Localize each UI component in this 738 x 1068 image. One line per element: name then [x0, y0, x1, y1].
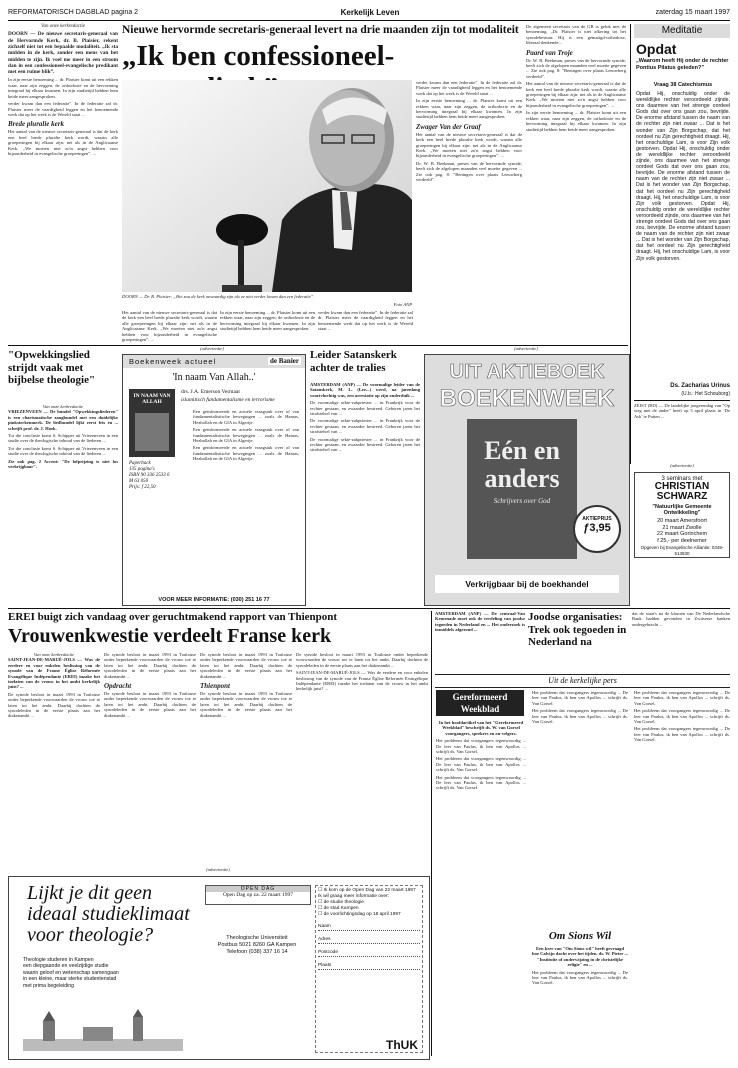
- meditatie-sign-note: (U.b.: Het Schouborg): [681, 391, 730, 397]
- meditatie-question: Vraag 38 Catechismus: [653, 82, 713, 88]
- book-ad-strip-label: Boekenweek actueel: [129, 357, 217, 366]
- opwekking-body: [8, 404, 118, 604]
- vrouwen-col1: [8, 652, 100, 864]
- photo-image: [122, 80, 412, 292]
- zeist-article: ZEIST (RD) — De landelijke jongerendag van "Op weg met de ander" heeft op 5 april plaats in ‘De Ark’ te Putten ...: [634, 403, 730, 419]
- kp-col3-text: Het probleem dat voorgangers tegenwoordig ... De leer van Paulus, ik ben van Apollos ... schrijft ds. Van Gorsel.: [634, 690, 730, 706]
- study-info: [205, 935, 309, 956]
- vrouwen-byline: Van onze kerkredactie: [33, 652, 75, 657]
- opwekking-headline: "Opwekkingslied strijdt vaak met bijbelse theologie": [8, 349, 96, 386]
- vrouwen-ad-label: (advertentie): [206, 867, 230, 872]
- vrouwen-text: De synode besloot in maart 1993 in Toulouse onder beperkende voorwaarden de vrouw toe te laten tot het ambt. Daarbij dachten de synodeleden in de eerste plaats aan het diakenambt ...: [8, 691, 100, 719]
- book-ad: [122, 354, 306, 606]
- book-isbn: ISBN 90 336 2533 6: [129, 473, 170, 478]
- ark-ad-label: (advertentie): [514, 346, 538, 351]
- form-postal-label: Postcode: [318, 950, 339, 955]
- ark-book-title: Eén en anders: [484, 436, 560, 493]
- form-line-4: de stad Kampen: [323, 906, 359, 911]
- subhead-brede: Brede pluralie kerk: [8, 120, 64, 129]
- satanskerk-body: [310, 382, 420, 604]
- main-article-col3: [220, 310, 315, 340]
- joodse-headline: Joodse organisaties: Trek ook tegoeden in Nederland na: [528, 611, 627, 648]
- book-pages: 135 pagina's: [129, 467, 155, 472]
- main-article-col1: [8, 24, 118, 292]
- main-article-col2: [122, 310, 217, 343]
- satanskerk-text-3: De voormalige sekte-zakpriester ... in Frankrijk voor de rechter gestaan, en zwaarder bestreed. Geboren jaren het strafstelsel van ...: [310, 436, 420, 453]
- vrouwen-col4: [296, 652, 428, 864]
- book-ad-brand: de Banier: [270, 357, 299, 365]
- gw-body-3: Het probleem dat voorgangers tegenwoordig ... De leer van Paulus, ik ben van Apollos ... schrijft ds. Van Gorsel.: [436, 774, 526, 791]
- col4-text: verder kwam dan een federatie”. In de federatie zal dr. Plaisier meer de vaardigheid leggen en het benoemende werk dat op het werk is de Wereld staat ...: [318, 310, 413, 332]
- meditatie-title: Opdat: [636, 41, 677, 57]
- study-bullet-5: met prima begeleiding: [23, 982, 75, 989]
- book-cover: [129, 389, 175, 457]
- ark-bottom: Verkrijgbaar bij de boekhandel: [435, 575, 619, 593]
- seminar-price: f 25,- per deelnemer: [657, 537, 707, 544]
- main-headline: „Ik ben confessioneel-: [122, 40, 395, 72]
- vrouwen-sub-opdracht: Opdracht: [104, 682, 132, 691]
- vrouwen-col2-text-b: De synode besloot in maart 1993 in Toulouse onder beperkende voorwaarden de vrouw toe te laten tot het ambt. Daarbij dachten de synodeleden in de eerste plaats aan het diakenambt ...: [104, 691, 196, 718]
- vrouwen-sub-thienpont: Thienpont: [200, 682, 230, 691]
- form-city-field[interactable]: [318, 963, 420, 970]
- book-ad-title: 'In naam Van Allah..': [172, 372, 256, 383]
- joodse-body: dat de staat's na de klaroen van De Nederlandsche Bank hadden gevonden in Zwitserse banken ondergebracht ...: [632, 611, 730, 627]
- col-divider-right: [431, 611, 432, 1056]
- form-dag-checkbox[interactable]: ☐ de voorlichtingsdag op 18 april 1997: [318, 912, 401, 917]
- ark-banner-2: BOEKENWEEK: [439, 385, 615, 412]
- meditatie-sign: Ds. Zacharias Urinus: [670, 383, 730, 389]
- gw-logo: [436, 690, 524, 716]
- kerkpers-col3: [634, 690, 730, 1056]
- form-more-info: Ik wil graag meer informatie over:: [318, 894, 389, 899]
- seminar-name: CHRISTIAN SCHWARZ: [654, 481, 710, 502]
- vrouwen-headline: Vrouwenkwestie verdeelt Franse kerk: [8, 625, 332, 647]
- book-code: M 63 050: [129, 479, 149, 484]
- col5-text-d: Dr. W. B. Beekman, preses van de hervormde synode, beeft zich de afgelopen maanden veel moeite gegeven ... Zie ook pag. 8: "Beningen over plaats Leeuwberg verdeeld".: [416, 160, 522, 183]
- osw-title: Om Sions Wil: [548, 930, 612, 942]
- book-body-text: Een geïnformeerde en actuele vraagstuk over of van fundamentalistische bewegingen ... zoals de Hamas, Hezbollah en de GIA in Algerije.: [193, 409, 299, 425]
- col6-text-b: Dr. W. B. Beekman, preses van de hervormde synode, beeft zich de afgelopen maanden veel moeite gegeven ... Zie ook pag. 8: "Beningen over plaats Leeuwberg verdeeld".: [526, 57, 626, 79]
- page-header-left: REFORMATORISCH DAGBLAD pagina 2: [8, 9, 139, 16]
- gw-body-2: Het probleem dat voorgangers tegenwoordig ... De leer van Paulus, ik ben van Apollos ... schrijft ds. Van Gorsel.: [436, 756, 526, 773]
- form-line-3: de studie theologie: [323, 900, 364, 905]
- kerkpers-title-bar: [435, 674, 730, 688]
- form-name-label: Naam: [318, 924, 331, 929]
- col6-text: De algemeen secretaris van de GB is geluk met de benoeming. „Dr. Plaisier is niet afkering tot het synodebestuur. Hij is een gematigd-orthodoxe, liberaal denkende...: [526, 24, 626, 46]
- study-bullet-2: een diepgaande en veelzijdige studie: [23, 963, 109, 970]
- satanskerk-text-2: De voormalige sekte-zakpriester ... in Frankrijk voor de rechter gestaan, en zwaarder bestreed. Geboren jaren het strafstelsel van ...: [310, 418, 420, 435]
- book-body-text-3: Een geïnformeerde en actuele vraagstuk over of van fundamentalistische bewegingen ... zoals de Hamas, Hezbollah en de GIA in Algerije.: [193, 445, 299, 462]
- body1: In zijn eerste benoeming ... dr. Plaisier komt uit een rekken waar, naar zijn zeggen, de orthodoxie en de hervorming integraal bij elkaar kwamen. In zijn studietijd hebben hem beide meer aangesproken.: [8, 77, 118, 99]
- byline: Van onze kerkredactie: [41, 24, 85, 29]
- seminar-date2: 21 maart Zwolle: [662, 524, 702, 531]
- form-open-dag-checkbox[interactable]: ☐ Ik kom op de Open Dag van 22 maart 1997: [318, 888, 416, 893]
- open-dag-date: Open Dag op za. 22 maart 1997: [222, 892, 294, 898]
- ark-banner-1: UIT AKTIEBOEK: [449, 361, 605, 383]
- book-price: Prijs: f 22,50: [129, 485, 156, 490]
- main-kicker: Nieuwe hervormde secretaris-generaal levert na drie maanden zijn tot modaliteit: [122, 24, 519, 36]
- ark-ad: [424, 354, 630, 606]
- form-address-field[interactable]: [318, 937, 420, 944]
- opwekking-text-2: Tot die conclusie komt S. Schipper uit Vriezenveen in een studie over de theologische inhoud van de liederen ...: [8, 445, 118, 457]
- kp-col2-text-b: Het probleem dat voorgangers tegenwoordig ... De leer van Paulus, ik ben van Apollos ... schrijft ds. Van Gorsel.: [532, 708, 628, 725]
- page-header-center: Kerkelijk Leven: [340, 8, 400, 17]
- vrouwen-intro: SAINT-JEAN-DE-MARUÉ-JOLS — Was de eerdere en voor enkelen beslissing van de synode van de Franse Église Réformée Evangélique Indépendante (EREI) inzake het toelaten van de vrouw in het ambt kerkelijk juist? ...: [8, 657, 100, 690]
- osw-text: Het probleem dat voorgangers tegenwoordig ... De leer van Paulus, ik ben van Apollos ... schrijft ds. Van Gorsel.: [532, 969, 628, 986]
- book-ad-strip: [123, 355, 305, 368]
- seminar-date3: 22 maart Gorinchem: [656, 531, 708, 537]
- main-article-col5: [416, 80, 522, 342]
- book-cover-art: [135, 413, 169, 451]
- ark-book-sub: Schrijvers over God: [493, 497, 551, 505]
- osw-body: [532, 946, 628, 1056]
- book-body: [193, 409, 299, 587]
- page-header-right: zaterdag 15 maart 1997: [655, 9, 730, 16]
- book-format: Paperback: [129, 461, 151, 466]
- vrouwen-col3-text: De synode besloot in maart 1993 in Toulouse onder beperkende voorwaarden de vrouw toe te laten tot het ambt. Daarbij dachten de synodeleden in de eerste plaats aan het diakenambt ...: [200, 652, 292, 679]
- study-bullets: [23, 957, 193, 989]
- header-rule: [8, 20, 730, 21]
- ark-sticker: [573, 505, 621, 553]
- study-bullet-3: waarin geloof en wetenschap samengaan: [23, 969, 119, 976]
- seminar-ad: [634, 472, 730, 558]
- book-specs: [129, 461, 189, 491]
- study-info-2: Postbus 5021 8260 GA Kampen: [217, 942, 297, 948]
- body1b: verder kwam dan een federatie”. In de federatie zal dr. Plaisier meer de vaardigheid leggen en het benoemende werk dat op het werk is de Wereld staat ...: [8, 101, 118, 117]
- vrouwen-col4-text-b: SAINT-JEAN-DE-MARUÉ-JOLS — Was de eerdere en voor enkelen beslissing van de synode van de Franse Église Réformée Evangélique Indépendante (EREI) inzake het toelaten van de vrouw in het ambt kerkelijk juist? ...: [296, 670, 428, 692]
- meditatie-quote: „Waarom heeft Hij onder de rechter Pontius Pilatus geleden?”: [636, 58, 729, 71]
- col5-text-c: Het aantal van de nieuwe secretaris-generaal is dat de kerk een heel brede pluralie kerk wordt, waarin alle groeperingen bij elkaar zijn: net als in de Anglicaanse Kerk. „We moeten niet zo'n angst hebben voor bijzonderheid in evangelische groeperingen”. ...: [416, 131, 522, 159]
- joodse-intro: [435, 611, 525, 671]
- book-author: drs. J.A. Emerson Vermaat: [181, 389, 240, 395]
- form-studie-checkbox[interactable]: ☐ de studie theologie: [318, 900, 364, 905]
- col5-text-b: In zijn eerste benoeming ... dr. Plaisier komt uit een rekken waar, naar zijn zeggen, de orthodoxie en de hervorming integraal bij elkaar kwamen. In zijn studietijd hebben hem beide meer aangesproken.: [416, 98, 522, 120]
- satanskerk-text: De voormalige sekte-zakpriester ... in Frankrijk voor de rechter gestaan, en zwaarder bestreed. Geboren jaren het strafstelsel van ...: [310, 400, 420, 417]
- study-headline-3: voor theologie?: [27, 924, 154, 946]
- vrouwen-kicker: EREI buigt zich vandaag over geruchtmakend rapport van Thienpont: [8, 611, 338, 623]
- form-line-1: Ik kom op de Open Dag van 22 maart 1997: [323, 888, 416, 893]
- kp-col2-text: Het probleem dat voorgangers tegenwoordig ... De leer van Paulus, ik ben van Apollos ... schrijft ds. Van Gorsel.: [532, 690, 628, 706]
- study-ad: [8, 876, 430, 1060]
- row-rule-2: [8, 608, 730, 609]
- book-ad-label: (advertentie): [200, 346, 224, 351]
- vrouwen-col3-text-b: De synode besloot in maart 1993 in Toulouse onder beperkende voorwaarden de vrouw toe te laten tot het ambt. Daarbij dachten de synodeleden in de eerste plaats aan het diakenambt ...: [200, 691, 292, 718]
- meditatie-sep: [634, 400, 730, 401]
- book-cover-title: IN NAAM VAN ALLAH: [133, 393, 171, 405]
- ark-sticker-label: AKTIEPRIJS: [582, 516, 612, 522]
- intro: DOORN — De nieuwe secretaris-generaal van de Hervormde Kerk, dr. B. Plaisier, rekent zichzelf niet tot een bepaalde modaliteit. „Ik sta midden in de kerk, zonder een mens van het midden te zijn. Ik voel me meer in een stroom dan in een confessioneel-evangelische predikant met een ruime blik”.: [8, 31, 118, 76]
- form-name-field[interactable]: [318, 924, 420, 931]
- opwekking-intro: VRIEZENVEEN — De bundel "Opwekkingsliederen" is een charismatische zangbundel met een duidelijke pinksterkenmerk. De liedbundel lijkt eerst fris en ... schrijft prof. dr. J. Hoek.: [8, 409, 118, 431]
- opwekking-footer: Zie ook pag. 2 Accent: "De lofprijzing is niet los verkrijgbaar".: [8, 458, 118, 470]
- book-subtitle: islamitisch fundamentalisme en terrorisme: [181, 397, 275, 403]
- satanskerk-headline: Leider Satanskerk achter de tralies: [310, 349, 397, 374]
- seminar-title: "Natuurlijke Gemeente Ontwikkeling": [652, 504, 712, 516]
- col3-text: In zijn eerste benoeming ... dr. Plaisier komt uit een rekken waar, naar zijn zeggen, de orthodoxie en de hervorming integraal bij elkaar kwamen. In zijn studietijd hebben hem beide meer aangesproken.: [220, 310, 315, 332]
- seminar-date1: 20 maart Amersfoort: [657, 518, 707, 524]
- meditatie-text-3: Opdat Hij, onschuldig onder de wereldlijke rechter veroordeeld zijnde, ons daarmee van het strenge oordeel Gods dat over ons gaan zou, bevrijde. De enorme afstand tussen de naam van de rechter zijn niet zwaar ... Dat is het wonder van Zijn Borgschap, dat het oordeel nu Zijn gerechtigheid draagt. Hij, het onschuldige Lam, is voor Zijn volk gestorven.: [636, 200, 731, 262]
- form-postal-field[interactable]: [318, 950, 420, 957]
- study-headline: [27, 883, 217, 946]
- photo-plaisier: [122, 80, 412, 292]
- form-city-label: Plaats: [318, 963, 332, 968]
- opwekking-text: Tot die conclusie komt S. Schipper uit Vriezenveen in een studie over de theologische inhoud van de liederen ...: [8, 433, 118, 444]
- study-headline-2: ideaal studieklimaat: [27, 903, 190, 925]
- kampen-skyline-icon: [23, 1011, 183, 1051]
- opwekking-byline: Van onze kerkredactie: [42, 404, 84, 409]
- gw-body: Het probleem dat voorgangers tegenwoordig ... De leer van Paulus, ik ben van Apollos ... schrijft ds. Van Gorsel.: [436, 738, 526, 755]
- body2: Het aantal van de nieuwe secretaris-generaal is dat de kerk een heel brede pluralie kerk wordt, waarin alle groeperingen bij elkaar zijn: net als in de Anglicaanse Kerk. „We moeten niet zo'n angst hebben voor bijzonderheid in evangelische groeperingen”. ...: [8, 129, 118, 156]
- book-footer: VOOR MEER INFORMATIE: (030) 251 16 77: [158, 597, 270, 603]
- ark-book-cover: [467, 419, 577, 559]
- form-address-label: Adres: [318, 937, 331, 942]
- kerkpers-col1: [436, 720, 526, 1056]
- col2-text: Het aantal van de nieuwe secretaris-generaal is dat de kerk een heel brede pluralie kerk wordt, waarin alle groeperingen bij elkaar zijn: net als in de Anglicaanse Kerk. „We moeten niet zo'n angst hebben voor bijzonderheid in evangelische groeperingen”. ...: [122, 310, 217, 343]
- col5-text: verder kwam dan een federatie”. In de federatie zal dr. Plaisier meer de vaardigheid leggen en het benoemende werk dat op het werk is de Wereld staat ...: [416, 80, 522, 96]
- seminar-line1: 3 seminars met: [661, 476, 703, 482]
- col6-text-d: In zijn eerste benoeming ... dr. Plaisier komt uit een rekken waar, naar zijn zeggen, de orthodoxie en de hervorming integraal bij elkaar kwamen. In zijn studietijd hebben hem beide meer aangesproken.: [526, 110, 626, 132]
- study-bullet-4: in een kleine, maar sterke studentenstad: [23, 976, 117, 983]
- col6-text-c: Het aantal van de nieuwe secretaris-generaal is dat de kerk een heel brede pluralie kerk wordt, waarin alle groeperingen bij elkaar zijn: net als in de Anglicaanse Kerk. „We moeten niet zo'n angst hebben voor bijzonderheid in evangelische groeperingen”. ...: [526, 81, 626, 108]
- photo-caption: [122, 294, 412, 302]
- study-bullet-1: Theologie studeren in Kampen: [23, 957, 94, 963]
- meditatie-text: Opdat Hij, onschuldig onder de wereldlijke rechter veroordeeld zijnde, ons daarmee van het strenge oordeel Gods dat over ons gaan zou, bevrijde. De enorme afstand tussen de naam van de rechter zijn niet zwaar ... Dat is het wonder van Zijn Borgschap, dat het oordeel nu Zijn gerechtigheid draagt. Hij, het onschuldige Lam, is voor Zijn volk gestorven.: [636, 91, 730, 152]
- meditatie-text-2: Opdat Hij, onschuldig onder de wereldlijke rechter veroordeeld zijnde, ons daarmee van het strenge oordeel Gods dat over ons gaan zou, bevrijde. De enorme afstand tussen de naam van de rechter zijn niet zwaar ... Dat is het wonder van Zijn Borgschap, dat het oordeel nu Zijn gerechtigheid draagt. Hij, het onschuldige Lam, is voor Zijn volk gestorven.: [636, 145, 730, 207]
- kp-col3-text-c: Het probleem dat voorgangers tegenwoordig ... De leer van Paulus, ik ben van Apollos ... schrijft ds. Van Gorsel.: [634, 726, 730, 743]
- meditatie-tab-label: Meditatie: [661, 25, 703, 36]
- main-article-col6: [526, 24, 626, 342]
- seminar-ad-label: (advertentie): [670, 463, 694, 468]
- vrouwen-col2: [104, 652, 196, 864]
- form-line-5: de voorlichtingsdag op 18 april 1997: [323, 912, 401, 917]
- meditatie-tab: [634, 24, 730, 38]
- joodse-intro-text: AMSTERDAM (ANP) — De centraal-Van Kemenade moet ook de verdeling van joodse tegoeden in Nederland en ... Het onderzoek is inmiddels afgerond ...: [435, 611, 525, 633]
- main-article-col4: [318, 310, 413, 340]
- study-info-3: Telefoon (038) 337 16 14: [226, 949, 288, 955]
- kp-col3-text-b: Het probleem dat voorgangers tegenwoordig ... De leer van Paulus, ik ben van Apollos ... schrijft ds. Van Gorsel.: [634, 708, 730, 725]
- satanskerk-intro: AMSTERDAM (ANP) — De voormalige leider van de Satanskerk, M. L. (Lee...) werd, na jarenlang voortvluchtig was, een arrestatie op zijn onderduik ...: [310, 382, 420, 398]
- caption-text: DOORN — Dr. B. Plaisier: „Het zou de kerk onwaardig zijn als ze niet verder kwam dan een federatie”.: [122, 294, 315, 299]
- study-form: [315, 885, 423, 1053]
- form-kampen-checkbox[interactable]: ☐ de stad Kampen: [318, 906, 359, 911]
- thuk-logo: ThUK: [386, 1038, 418, 1052]
- gw-logo-text: Gereformeerd Weekblad: [452, 692, 508, 714]
- meditatie-body: [636, 91, 730, 381]
- gw-intro: In het hoofdartikel van het "Gereformeerd Weekblad" beschrijft ds. W. van Gorsel voorgangers, sprekers en ou-velgers.: [438, 720, 524, 736]
- study-headline-1: Lijkt je dit geen: [27, 882, 152, 904]
- vrouwen-col4-text: De synode besloot in maart 1993 in Toulouse onder beperkende voorwaarden de vrouw toe te laten tot het ambt. Daarbij dachten de synodeleden in de eerste plaats aan het diakenambt ...: [296, 652, 428, 668]
- study-info-1: Theologische Universiteit: [226, 935, 288, 941]
- open-dag-label: OPEN DAG: [206, 886, 310, 892]
- subhead-zwager: Zwager Van der Graaf: [416, 122, 481, 131]
- meditatie-divider: [630, 24, 631, 464]
- osw-intro: Een keer van "Om Sions wil" heeft gevraagd hoe Calvijn dacht over het tijden. ds. W. Pieter ... "Institutie of onderwijzing in de christelijke religie" en ...: [532, 946, 628, 968]
- photo-credit: Foto ANP: [393, 302, 412, 307]
- kerkpers-title: Uit de kerkelijke pers: [548, 676, 617, 685]
- kerkpers-col2: [532, 690, 628, 930]
- book-body-text-2: Een geïnformeerde en actuele vraagstuk over of van fundamentalistische bewegingen ... zoals de Hamas, Hezbollah en de GIA in Algerije.: [193, 427, 299, 444]
- subhead-paard: Paard van Troje: [526, 48, 573, 57]
- open-dag-box: [205, 885, 311, 905]
- seminar-info: Opgeven bij Evangelische Alliantie: 0349-513930: [640, 545, 724, 556]
- ark-sticker-price: ƒ3,95: [583, 522, 611, 534]
- vrouwen-col3: [200, 652, 292, 864]
- vrouwen-col2-text: De synode besloot in maart 1993 in Toulouse onder beperkende voorwaarden de vrouw toe te laten tot het ambt. Daarbij dachten de synodeleden in de eerste plaats aan het diakenambt ...: [104, 652, 196, 679]
